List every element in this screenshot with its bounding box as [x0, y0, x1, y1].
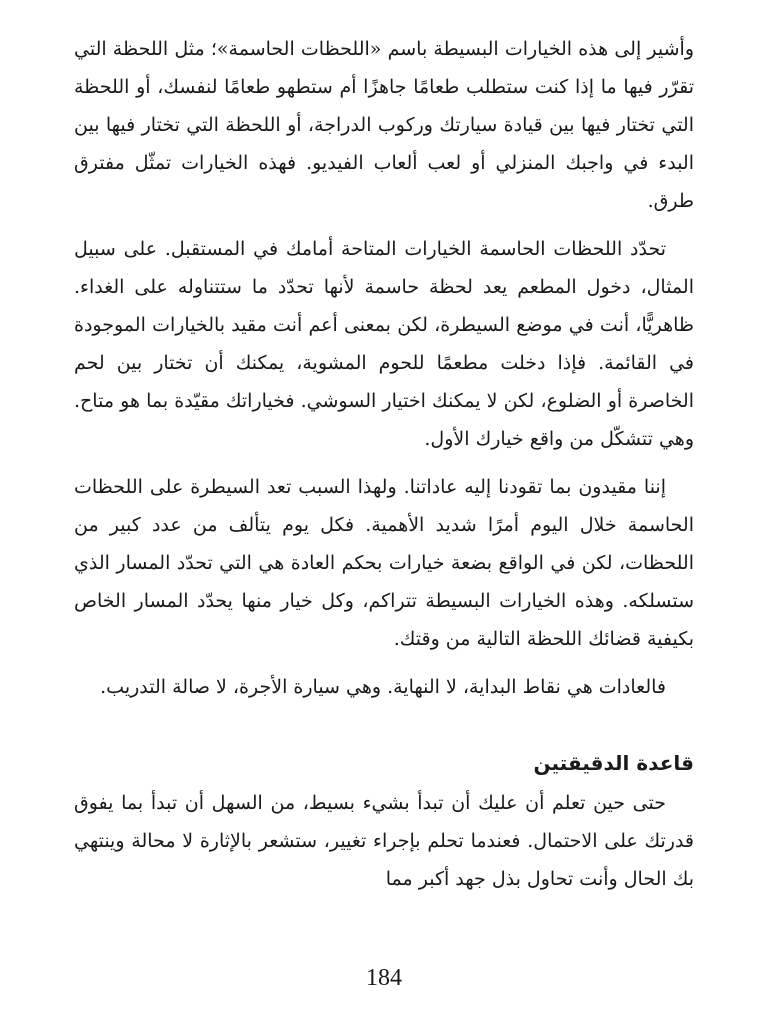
paragraph-4: فالعادات هي نقاط البداية، لا النهاية. وهي سيارة الأجرة، لا صالة التدريب.	[100, 676, 666, 698]
paragraph-3: إننا مقيدون بما تقودنا إليه عاداتنا. ولهذا السبب تعد السيطرة على اللحظات الحاسمة خلال اليوم أمرًا شديد الأهمية. فكل يوم يتألف من عدد كبير من اللحظات، لكن في الواقع بضعة خيارات بحكم العادة هي التي تحدّد المسار الذي ستسلكه. وهذه الخيارات البسيطة تتراكم، وكل خيار منها يحدّد المسار الخاص بكيفية قضائك اللحظة التالية من وقتك.	[74, 476, 694, 650]
section-paragraph: حتى حين تعلم أن عليك أن تبدأ بشيء بسيط، من السهل أن تبدأ بما يفوق قدرتك على الاحتمال. فعندما تحلم بإجراء تغيير، ستشعر بالإثارة لا محالة وينتهي بك الحال وأنت تحاول بذل جهد أكبر مما	[74, 792, 694, 890]
page-body	[74, 30, 694, 908]
paragraph-2: تحدّد اللحظات الحاسمة الخيارات المتاحة أمامك في المستقبل. على سبيل المثال، دخول المطعم يعد لحظة حاسمة لأنها تحدّد ما ستتناوله على الغداء. ظاهريًّا، أنت في موضع السيطرة، لكن بمعنى أعم أنت مقيد بالخيارات الموجودة في القائمة. فإذا دخلت مطعمًا للحوم المشوية، يمكنك أن تختار بين لحم الخاصرة أو الضلوع، لكن لا يمكنك اختيار السوشي. فخياراتك مقيّدة بما هو متاح. وهي تتشكّل من واقع خيارك الأول.	[74, 238, 694, 450]
paragraph-1: وأشير إلى هذه الخيارات البسيطة باسم «اللحظات الحاسمة»؛ مثل اللحظة التي تقرّر فيها ما إذا كنت ستطلب طعامًا جاهزًا أم ستطهو طعامًا لنفسك، أو اللحظة التي تختار فيها بين قيادة سيارتك وركوب الدراجة، أو اللحظة التي تختار فيها بين البدء في واجبك المنزلي أو لعب ألعاب الفيديو. فهذه الخيارات تمثّل مفترق طرق.	[74, 38, 694, 212]
section-heading: قاعدة الدقيقتين	[533, 751, 694, 775]
page-number: 184	[366, 965, 402, 991]
